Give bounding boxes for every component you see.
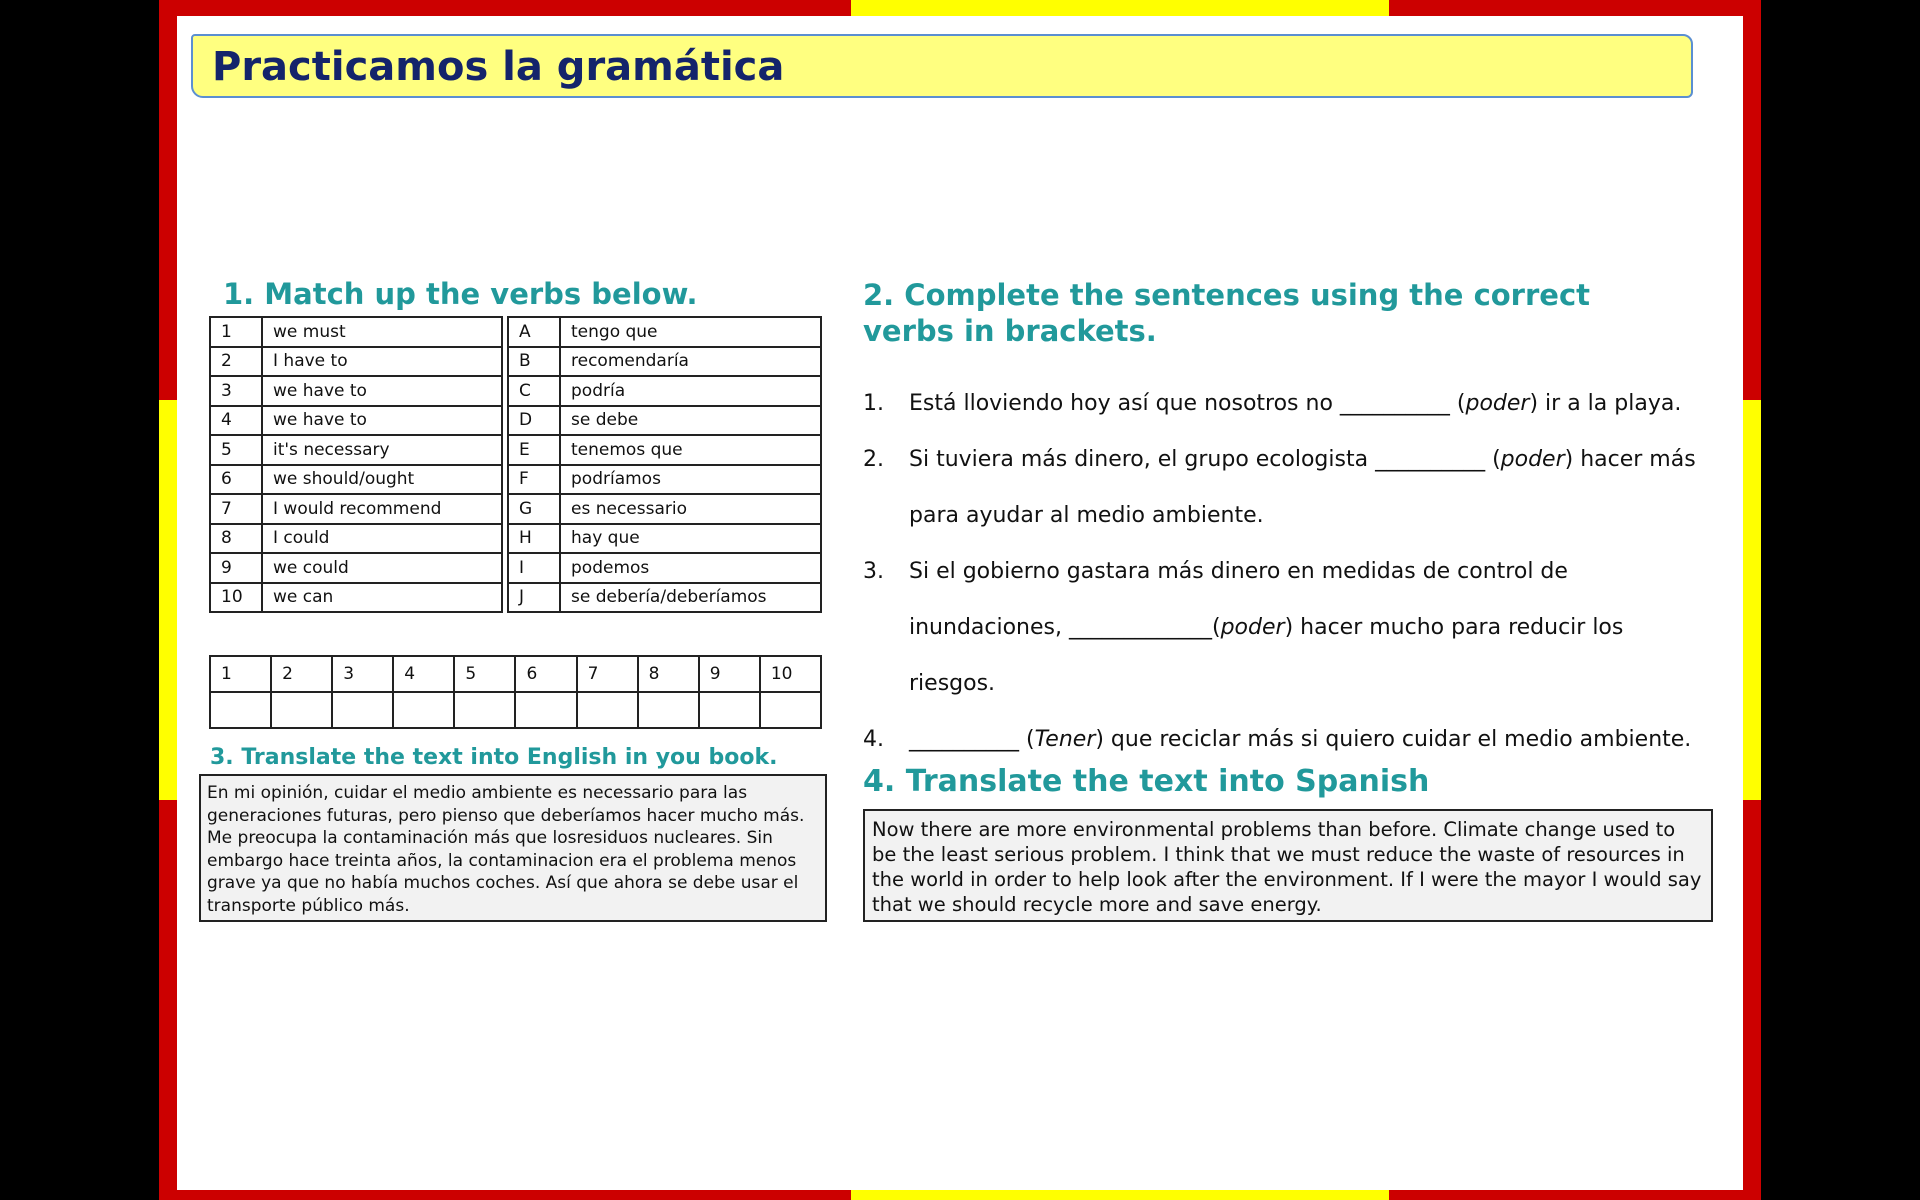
answer-number-cell: 9 xyxy=(699,656,760,692)
spanish-verbs-table xyxy=(507,316,822,613)
answer-number-cell: 8 xyxy=(638,656,699,692)
spanish-verb: tengo que xyxy=(560,317,821,347)
row-letter: A xyxy=(508,317,560,347)
spanish-verb: recomendaría xyxy=(560,347,821,377)
english-verb: we have to xyxy=(262,406,502,436)
english-verb: I have to xyxy=(262,347,502,377)
english-verb-row xyxy=(210,553,502,583)
answer-blank-cell[interactable] xyxy=(699,692,760,728)
answer-grid-numbers-row xyxy=(210,656,821,692)
spanish-verb-row xyxy=(508,524,821,554)
row-number: 5 xyxy=(210,435,262,465)
sentence-text: Si el gobierno gastara más dinero en medidas de control de xyxy=(909,559,1568,584)
sentence-2 xyxy=(863,432,1723,544)
page-title: Practicamos la gramática xyxy=(212,44,785,90)
english-verb: I would recommend xyxy=(262,494,502,524)
sentence-text: inundaciones, _____________( xyxy=(909,615,1221,640)
spanish-verb: se debería/deberíamos xyxy=(560,583,821,613)
english-verb-row xyxy=(210,494,502,524)
bracket-verb: poder xyxy=(1465,391,1530,416)
row-letter: J xyxy=(508,583,560,613)
bracket-verb: Tener xyxy=(1034,727,1096,752)
spanish-verb-row xyxy=(508,406,821,436)
english-verb: we can xyxy=(262,583,502,613)
exercise4-heading: 4. Translate the text into Spanish xyxy=(863,764,1430,799)
sentence-number: 2. xyxy=(863,447,884,472)
row-number: 8 xyxy=(210,524,262,554)
answer-blank-cell[interactable] xyxy=(393,692,454,728)
answer-number-cell: 7 xyxy=(577,656,638,692)
spanish-verb-row xyxy=(508,553,821,583)
spanish-verb: se debe xyxy=(560,406,821,436)
answer-number-cell: 5 xyxy=(454,656,515,692)
row-number: 4 xyxy=(210,406,262,436)
title-banner xyxy=(191,34,1693,98)
spanish-verb-row xyxy=(508,435,821,465)
english-verb: we must xyxy=(262,317,502,347)
answer-grid xyxy=(209,655,822,729)
english-verb: we have to xyxy=(262,376,502,406)
row-number: 10 xyxy=(210,583,262,613)
english-verb: we could xyxy=(262,553,502,583)
sentence-text: ) que reciclar más si quiero cuidar el medio ambiente. xyxy=(1095,727,1692,752)
row-letter: D xyxy=(508,406,560,436)
sentence-3 xyxy=(863,544,1723,712)
english-verb-row xyxy=(210,465,502,495)
english-verb-row xyxy=(210,435,502,465)
worksheet-page xyxy=(177,16,1743,1190)
spanish-verb: tenemos que xyxy=(560,435,821,465)
sentence-text: __________ ( xyxy=(909,727,1035,752)
answer-blank-cell[interactable] xyxy=(638,692,699,728)
row-number: 7 xyxy=(210,494,262,524)
row-number: 1 xyxy=(210,317,262,347)
spanish-verb: es necessario xyxy=(560,494,821,524)
exercise2-heading: 2. Complete the sentences using the correct verbs in brackets. xyxy=(863,278,1591,348)
english-verb: it's necessary xyxy=(262,435,502,465)
english-verb-row xyxy=(210,347,502,377)
spanish-verb-row xyxy=(508,494,821,524)
row-letter: I xyxy=(508,553,560,583)
exercise1-heading: 1. Match up the verbs below. xyxy=(223,277,698,311)
spanish-verb: hay que xyxy=(560,524,821,554)
answer-number-cell: 10 xyxy=(760,656,821,692)
sentence-text: Si tuviera más dinero, el grupo ecologista __________ ( xyxy=(909,447,1501,472)
sentence-1 xyxy=(863,376,1723,432)
english-verb-row xyxy=(210,376,502,406)
answer-blank-cell[interactable] xyxy=(577,692,638,728)
sentence-text: Está lloviendo hoy así que nosotros no __________ ( xyxy=(909,391,1466,416)
row-number: 2 xyxy=(210,347,262,377)
sentence-text: riesgos. xyxy=(909,671,996,696)
english-text-box: Now there are more environmental problems than before. Climate change used to be the least serious problem. I think that we must reduce the waste of resources in the world in order to help look after the environment. If I were the mayor I would say that we should recycle more and save energy. xyxy=(863,809,1713,922)
answer-blank-cell[interactable] xyxy=(515,692,576,728)
spanish-verb: podemos xyxy=(560,553,821,583)
english-verbs-table xyxy=(209,316,503,613)
spanish-verb: podría xyxy=(560,376,821,406)
sentence-text: ) hacer más xyxy=(1564,447,1696,472)
sentence-4 xyxy=(863,712,1723,768)
sentence-list xyxy=(863,376,1723,768)
slide-frame xyxy=(159,0,1761,1200)
row-number: 9 xyxy=(210,553,262,583)
answer-blank-cell[interactable] xyxy=(760,692,821,728)
spanish-verb-row xyxy=(508,465,821,495)
sentence-number: 1. xyxy=(863,391,884,416)
english-verb-row xyxy=(210,583,502,613)
answer-number-cell: 4 xyxy=(393,656,454,692)
answer-number-cell: 6 xyxy=(515,656,576,692)
bracket-verb: poder xyxy=(1500,447,1565,472)
spanish-verb: podríamos xyxy=(560,465,821,495)
sentence-text: ) ir a la playa. xyxy=(1529,391,1682,416)
spanish-text-box: En mi opinión, cuidar el medio ambiente es necessario para las generaciones futuras, pero pienso que deberíamos hacer mucho más. Me preocupa la contaminación más que losresiduos nucleares. Sin embargo hace treinta años, la contaminacion era el problema menos grave ya que no había muchos coches. Así que ahora se debe usar el transporte público más. xyxy=(199,774,827,922)
bracket-verb: poder xyxy=(1220,615,1285,640)
answer-blank-cell[interactable] xyxy=(210,692,271,728)
spanish-verb-row xyxy=(508,317,821,347)
answer-number-cell: 3 xyxy=(332,656,393,692)
sentence-number: 4. xyxy=(863,727,884,752)
exercise3-heading: 3. Translate the text into English in you book. xyxy=(210,745,778,770)
frame-yellow-stripe-bottom xyxy=(851,1190,1389,1200)
spanish-verb-row xyxy=(508,376,821,406)
sentence-text: ) hacer mucho para reducir los xyxy=(1284,615,1624,640)
answer-number-cell: 2 xyxy=(271,656,332,692)
row-letter: F xyxy=(508,465,560,495)
row-letter: C xyxy=(508,376,560,406)
english-verb-row xyxy=(210,317,502,347)
sentence-number: 3. xyxy=(863,559,884,584)
row-number: 6 xyxy=(210,465,262,495)
english-verb: we should/ought xyxy=(262,465,502,495)
row-letter: G xyxy=(508,494,560,524)
answer-grid-blank-row xyxy=(210,692,821,728)
spanish-verb-row xyxy=(508,347,821,377)
english-verb: I could xyxy=(262,524,502,554)
row-number: 3 xyxy=(210,376,262,406)
english-verb-row xyxy=(210,406,502,436)
answer-blank-cell[interactable] xyxy=(454,692,515,728)
spanish-verb-row xyxy=(508,583,821,613)
sentence-text: para ayudar al medio ambiente. xyxy=(909,503,1264,528)
answer-blank-cell[interactable] xyxy=(332,692,393,728)
english-verb-row xyxy=(210,524,502,554)
answer-blank-cell[interactable] xyxy=(271,692,332,728)
frame-yellow-stripe-top xyxy=(851,0,1389,16)
row-letter: B xyxy=(508,347,560,377)
answer-number-cell: 1 xyxy=(210,656,271,692)
row-letter: E xyxy=(508,435,560,465)
row-letter: H xyxy=(508,524,560,554)
